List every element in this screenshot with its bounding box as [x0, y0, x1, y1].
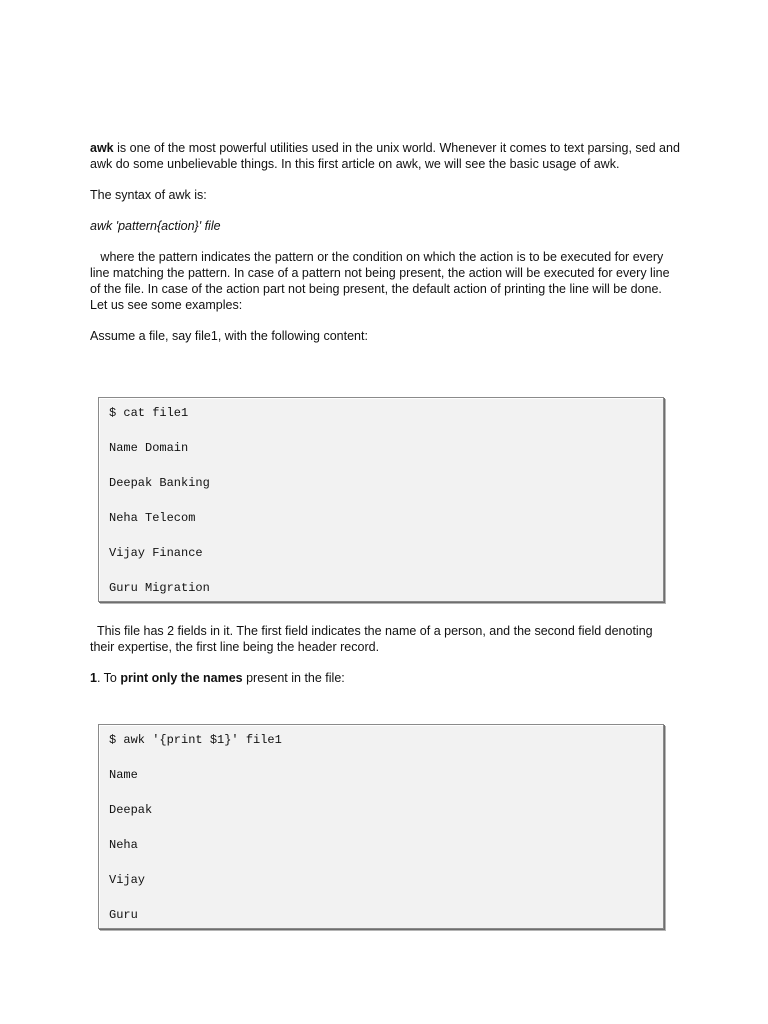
post-example-text — [90, 623, 680, 686]
code-line: Name Domain — [109, 441, 189, 455]
syntax-label: The syntax of awk is: — [90, 188, 207, 202]
explanation-text: where the pattern indicates the pattern or the condition on which the action is to be executed for every line matching the pattern. In case of a pattern not being present, the action will be executed for every line of the file. In case of the action part not being present, the default action of printing the line will be done. Let us see some examples: — [90, 250, 670, 312]
code-line: Neha Telecom — [109, 511, 196, 525]
article-body — [90, 140, 680, 344]
code-line: $ cat file1 — [109, 406, 189, 420]
fields-note-text: This file has 2 fields in it. The first field indicates the name of a person, and the second field denoting their expertise, the first line being the header record. — [90, 624, 653, 654]
intro-text: is one of the most powerful utilities used in the unix world. Whenever it comes to text parsing, sed and awk do some unbelievable things. In this first article on awk, we will see the basic usage of awk. — [90, 141, 680, 171]
code-line: Neha — [109, 838, 138, 852]
step-prefix: . To — [96, 671, 121, 685]
code-line: Name — [109, 768, 138, 782]
code-line: Vijay — [109, 873, 146, 887]
step-bold-text: print only the names — [120, 671, 243, 685]
code-line: Deepak Banking — [109, 476, 210, 490]
code-line: Vijay Finance — [109, 546, 203, 560]
step-number: 1 — [90, 671, 97, 685]
code-block-awk-print — [98, 724, 664, 929]
intro-paragraph — [90, 140, 680, 172]
awk-term: awk — [90, 141, 114, 155]
step-1-heading — [90, 670, 680, 686]
assume-line: Assume a file, say file1, with the following content: — [90, 329, 368, 343]
explanation-paragraph — [90, 249, 680, 313]
code-line: Guru — [109, 908, 138, 922]
fields-note — [90, 623, 680, 655]
syntax-command: awk 'pattern{action}' file — [90, 219, 221, 233]
step-suffix: present in the file: — [242, 671, 345, 685]
code-line: Guru Migration — [109, 581, 210, 595]
code-block-cat-file — [98, 397, 664, 602]
code-line: Deepak — [109, 803, 153, 817]
code-line: $ awk '{print $1}' file1 — [109, 733, 282, 747]
